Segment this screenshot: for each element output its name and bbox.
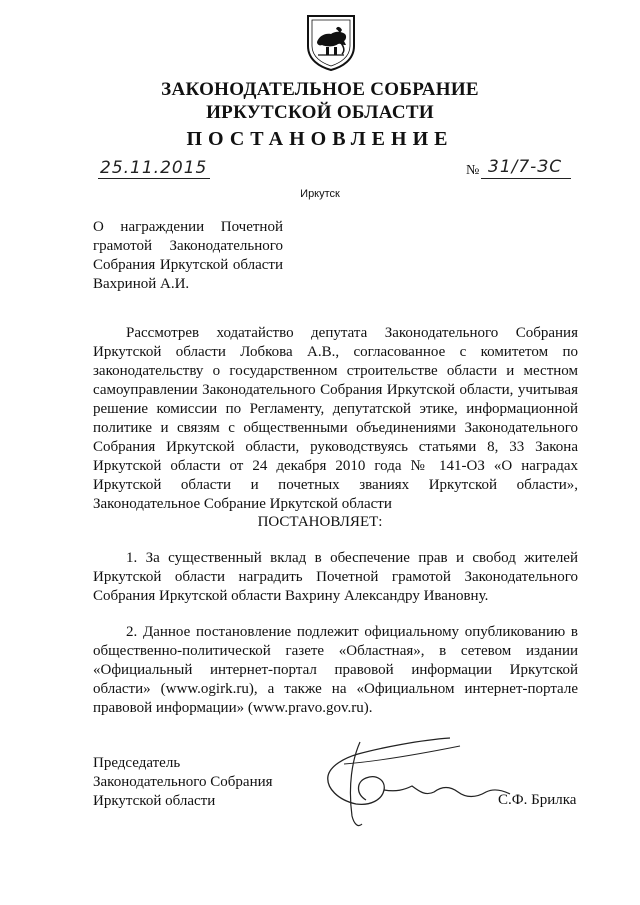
coat-of-arms-icon <box>304 12 358 72</box>
resolution-item-2: 2. Данное постановление подлежит официальному опубликованию в общественно-политической газете «Областная», в сетевом издании «Официальный интернет-портал правовой информации Иркутской области» (www.ogirk.ru), а также на «Официальном интернет-портале правовой информации» (www.pravo.gov.ru). <box>93 624 578 716</box>
date-underline <box>98 178 210 179</box>
signatory-title-line2: Законодательного Собрания <box>93 774 273 790</box>
org-name-line2: ИРКУТСКОЙ ОБЛАСТИ <box>206 102 434 123</box>
number-sign: № <box>466 163 480 178</box>
org-name-line1: ЗАКОНОДАТЕЛЬНОЕ СОБРАНИЕ <box>161 79 479 100</box>
resolution-item-1: 1. За существенный вклад в обеспечение прав и свобод жителей Иркутской области наградить Почетной грамотой Законодательного Собрания Иркутской области Вахрину Александру Ивановну. <box>93 550 578 604</box>
signatory-title <box>93 754 313 811</box>
preamble-paragraph: Рассмотрев ходатайство депутата Законодательного Собрания Иркутской области Лобкова А.В., согласованное с комитетом по законодательству о государственном строительстве области и местном самоуправлении Законодательного Собрания Иркутской области, учитывая решение комиссии по Регламенту, депутатской этике, информационной политике и связям с общественными объединениями Законодательного Собрания Иркутской области, руководствуясь статьями 8, 33 Закона Иркутской области от 24 декабря 2010 года № 141-ОЗ «О наградах Иркутской области и почетных званиях Иркутской области», Законодательное Собрание Иркутской области <box>93 325 578 512</box>
number-underline <box>481 178 571 179</box>
signatory-name: С.Ф. Брилка <box>498 792 577 808</box>
document-type: ПОСТАНОВЛЕНИЕ <box>186 128 454 150</box>
signatory-title-line1: Председатель <box>93 755 181 771</box>
signatory-title-line3: Иркутской области <box>93 793 216 809</box>
document-date: 25.11.2015 <box>100 158 208 178</box>
city: Иркутск <box>300 188 340 200</box>
document-number: 31/7-ЗС <box>488 157 563 177</box>
document-subject: О награждении Почетной грамотой Законодательного Собрания Иркутской области Вахриной А.И. <box>93 219 283 292</box>
resolve-heading: ПОСТАНОВЛЯЕТ: <box>257 514 383 530</box>
handwritten-signature <box>300 720 540 840</box>
